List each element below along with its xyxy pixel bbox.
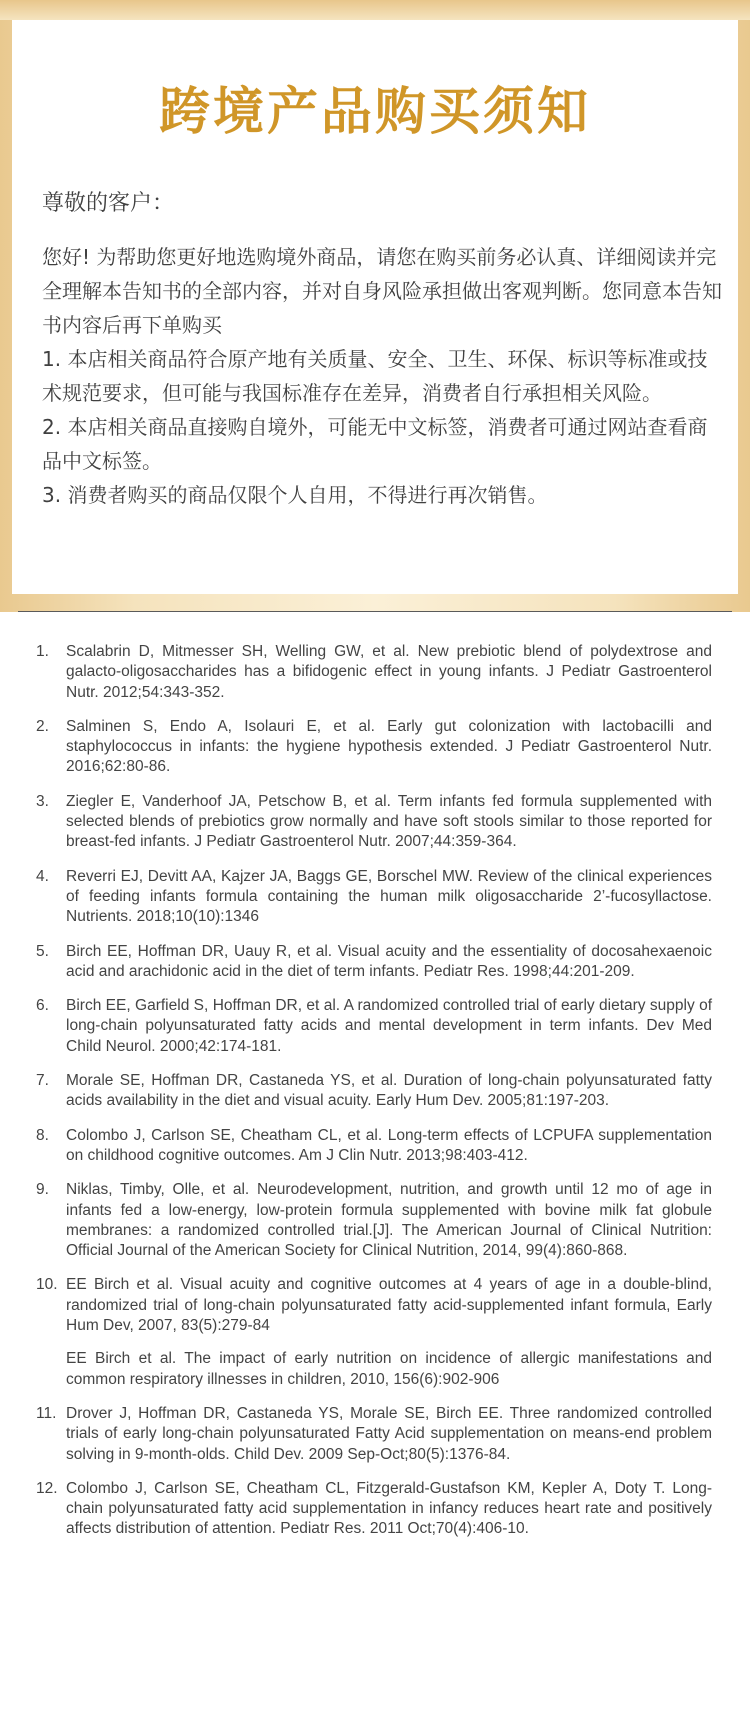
reference-item: [36, 867, 712, 928]
reference-item: [36, 996, 712, 1057]
reference-number: 4.: [36, 867, 49, 885]
reference-number: 8.: [36, 1126, 49, 1144]
reference-text: Birch EE, Garfield S, Hoffman DR, et al. A randomized controlled trial of early dietary supply of long-chain polyunsaturated fatty acids and mental development in term infants. Dev Med Child Neurol. 2000;42:174-181.: [66, 997, 712, 1055]
reference-text-additional: EE Birch et al. The impact of early nutrition on incidence of allergic manifestations and common respiratory illnesses in children, 2010, 156(6):902-906: [66, 1350, 712, 1388]
salutation: 尊敬的客户：: [42, 191, 175, 216]
reference-text: Colombo J, Carlson SE, Cheatham CL, Fitzgerald-Gustafson KM, Kepler A, Doty T. Long-chain polyunsaturated fatty acid supplementation in infancy reduces heart rate and positively affects distribution of attention. Pediatr Res. 2011 Oct;70(4):406-10.: [66, 1479, 712, 1538]
reference-number: 2.: [36, 717, 49, 735]
reference-item: [36, 1180, 712, 1261]
reference-list: [36, 642, 712, 1554]
notice-frame: [0, 0, 750, 612]
reference-text: Scalabrin D, Mitmesser SH, Welling GW, et al. New prebiotic blend of polydextrose and galacto-oligosaccharides has a bifidogenic effect in young infants. J Pediatr Gastroenterol Nutr. 2012;54:343-352.: [66, 643, 712, 701]
reference-text: Salminen S, Endo A, Isolauri E, et al. Early gut colonization with lactobacilli and staphylococcus in infants: the hygiene hypothesis extended. J Pediatr Gastroenterol Nutr. 2016;62:80-86.: [66, 717, 712, 776]
reference-number: 1.: [36, 643, 49, 660]
notice-point-1: 1. 本店相关商品符合原产地有关质量、安全、卫生、环保、标识等标准或技术规范要求，但可能与我国标准存在差异，消费者自行承担相关风险。: [42, 347, 708, 405]
notice-card: [12, 20, 738, 594]
reference-text: Birch EE, Hoffman DR, Uauy R, et al. Visual acuity and the essentiality of docosahexaenoic acid and arachidonic acid in the diet of term infants. Pediatr Res. 1998;44:201-209.: [66, 942, 712, 980]
reference-item: [36, 1071, 712, 1112]
notice-point-2: 2. 本店相关商品直接购自境外，可能无中文标签，消费者可通过网站查看商品中文标签。: [42, 415, 708, 473]
section-divider: [18, 611, 732, 612]
reference-item: [36, 1126, 712, 1167]
reference-number: 11.: [36, 1404, 57, 1422]
reference-number: 9.: [36, 1181, 49, 1199]
notice-title: 跨境产品购买须知: [158, 83, 591, 142]
reference-number: 10.: [36, 1276, 58, 1294]
reference-number: 7.: [36, 1072, 49, 1090]
notice-intro: 您好! 为帮助您更好地选购境外商品，请您在购买前务必认真、详细阅读并完全理解本告知书的全部内容，并对自身风险承担做出客观判断。您同意本告知书内容后再下单购买: [42, 245, 722, 337]
reference-text: EE Birch et al. Visual acuity and cognitive outcomes at 4 years of age in a double-blind, randomized trial of long-chain polyunsaturated fatty acid-supplemented infant formula, Early Hum Dev, 2007, 83(5):279-84: [66, 1276, 712, 1335]
reference-text: Colombo J, Carlson SE, Cheatham CL, et al. Long-term effects of LCPUFA supplementation on childhood cognitive outcomes. Am J Clin Nutr. 2013;98:403-412.: [66, 1126, 712, 1164]
reference-item: [36, 642, 712, 703]
reference-number: 6.: [36, 997, 49, 1015]
reference-number: 3.: [36, 792, 49, 810]
reference-text: Reverri EJ, Devitt AA, Kajzer JA, Baggs GE, Borschel MW. Review of the clinical experiences of feeding infants formula containing the human milk oligosaccharide 2’-fucosyllactose. Nutrients. 2018;10(10):1346: [66, 867, 712, 926]
reference-number: 5.: [36, 942, 49, 960]
reference-item: [36, 792, 712, 853]
reference-item: [36, 942, 712, 983]
reference-text: Niklas, Timby, Olle, et al. Neurodevelopment, nutrition, and growth until 12 mo of age in infants fed a low-energy, low-protein formula supplemented with bovine milk fat globule membranes: a randomized controlled trial.[J]. The American Journal of Clinical Nutrition: Official Journal of the American Society for Clinical Nutrition, 2014, 99(4):860-868.: [66, 1181, 712, 1260]
reference-item: [36, 1275, 712, 1389]
reference-text: Drover J, Hoffman DR, Castaneda YS, Morale SE, Birch EE. Three randomized controlled trials of early long-chain polyunsaturated Fatty Acid supplementation on means-end problem solving in 9-month-olds. Child Dev. 2009 Sep-Oct;80(5):1376-84.: [66, 1404, 712, 1463]
notice-point-3: 3. 消费者购买的商品仅限个人自用，不得进行再次销售。: [42, 483, 548, 507]
reference-item: [36, 1479, 712, 1540]
reference-item: [36, 717, 712, 778]
reference-text: Morale SE, Hoffman DR, Castaneda YS, et al. Duration of long-chain polyunsaturated fatty acids availability in the diet and visual acuity. Early Hum Dev. 2005;81:197-203.: [66, 1072, 712, 1110]
reference-item: [36, 1404, 712, 1465]
reference-text: Ziegler E, Vanderhoof JA, Petschow B, et al. Term infants fed formula supplemented with selected blends of prebiotics grow normally and have soft stools similar to those reported for breast-fed infants. J Pediatr Gastroenterol Nutr. 2007;44:359-364.: [66, 792, 712, 851]
reference-number: 12.: [36, 1479, 58, 1497]
notice-body: [42, 188, 722, 512]
